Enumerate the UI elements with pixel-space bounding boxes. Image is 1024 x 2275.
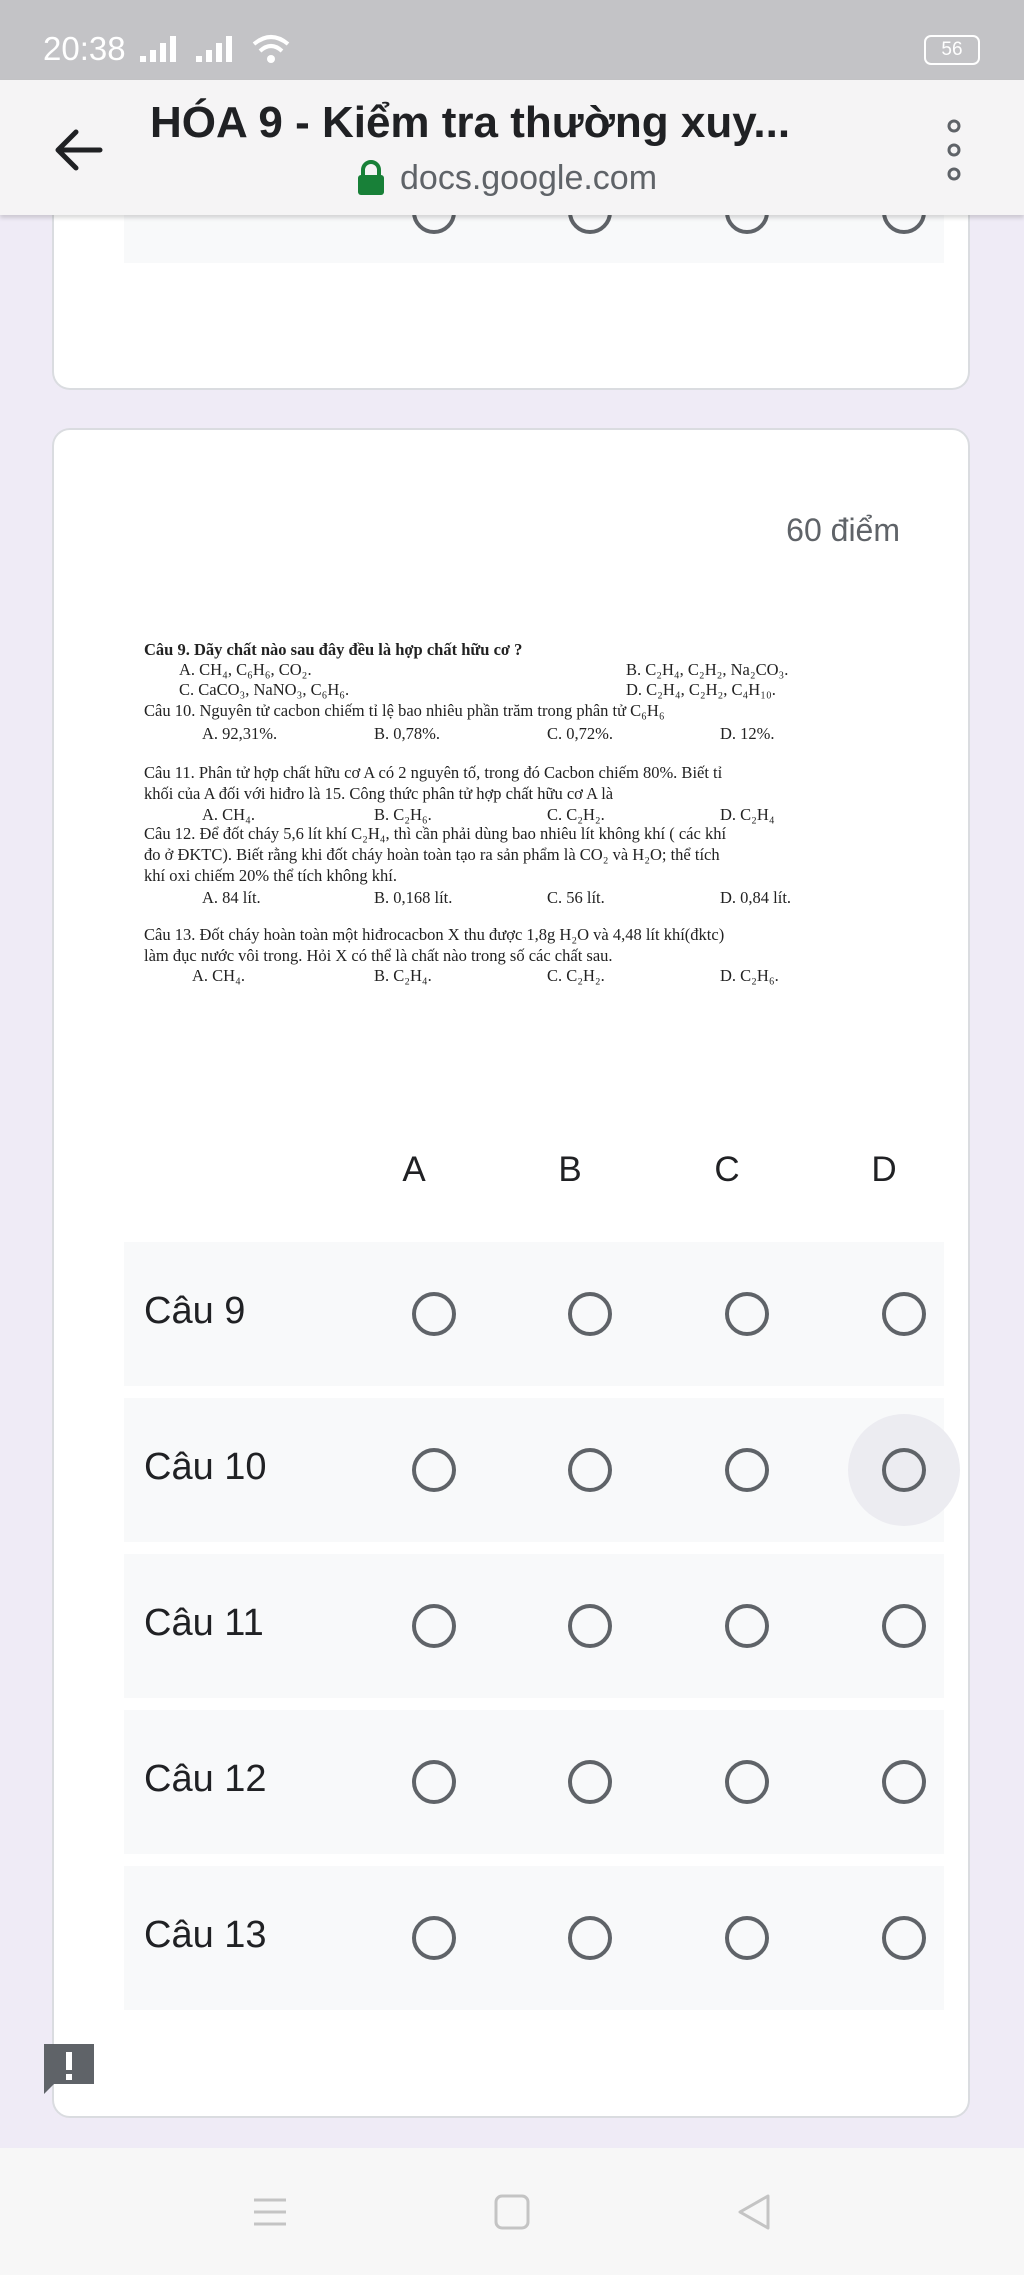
q10-option-c: C. 0,72%.: [547, 724, 613, 743]
question-image: [144, 640, 944, 1050]
wifi-icon: [252, 34, 290, 64]
row-label: Câu 9: [144, 1290, 246, 1332]
radio-cau-10-b[interactable]: [568, 1448, 612, 1492]
radio-cau-12-a[interactable]: [412, 1760, 456, 1804]
custom-tab-toolbar: [0, 80, 1024, 215]
q12-text-line2: đo ở ĐKTC). Biết rằng khi đốt cháy hoàn toàn tạo ra sản phẩm là CO₂ và H₂O; thể tích: [144, 845, 720, 864]
grid-row-cau-13: [124, 1866, 944, 2010]
q10-option-a: A. 92,31%.: [202, 724, 278, 743]
q13-text-line2: làm đục nước vôi trong. Hỏi X có thể là chất nào trong số các chất sau.: [144, 946, 613, 965]
q11-text-line2: khối của A đối với hiđro là 15. Công thức phân tử hợp chất hữu cơ A là: [144, 784, 614, 803]
q12-text-line1: Câu 12. Để đốt cháy 5,6 lít khí C₂H₄, thì cần phải dùng bao nhiêu lít không khí ( các khí: [144, 824, 727, 843]
grid-row-cau-12: [124, 1710, 944, 1854]
radio-cau-11-d[interactable]: [882, 1604, 926, 1648]
q13-option-c: C. C₂H₂.: [547, 966, 605, 985]
q13-text-line1: Câu 13. Đốt cháy hoàn toàn một hiđrocacbon X thu được 1,8g H₂O và 4,48 lít khí(đktc): [144, 925, 725, 944]
battery-indicator: 56: [924, 35, 980, 65]
radio-cau-11-b[interactable]: [568, 1604, 612, 1648]
q9-option-c: C. CaCO₃, NaNO₃, C₆H₆.: [179, 680, 350, 699]
q12-option-c: C. 56 lít.: [547, 888, 605, 907]
recent-apps-icon[interactable]: [248, 2190, 292, 2234]
page-title: HÓA 9 - Kiểm tra thường xuy...: [150, 98, 791, 147]
q11-option-a: A. CH₄.: [202, 805, 255, 824]
q9-option-a: A. CH₄, C₆H₆, CO₂.: [179, 660, 312, 679]
url-row: [356, 153, 657, 203]
radio-cau-12-b[interactable]: [568, 1760, 612, 1804]
signal-icon-2: [196, 34, 250, 62]
radio-cau-12-d[interactable]: [882, 1760, 926, 1804]
signal-icon: [140, 34, 194, 62]
lock-icon: [356, 160, 386, 196]
question-card: [52, 428, 970, 2118]
radio-cau-10-a[interactable]: [412, 1448, 456, 1492]
radio-cau-12-c[interactable]: [725, 1760, 769, 1804]
feedback-icon[interactable]: [40, 2040, 98, 2098]
grid-row-cau-11: [124, 1554, 944, 1698]
radio-cau-13-d[interactable]: [882, 1916, 926, 1960]
q11-option-d: D. C₂H₄: [720, 805, 775, 824]
more-vert-icon[interactable]: [942, 118, 966, 182]
radio-cau-9-c[interactable]: [725, 1292, 769, 1336]
row-label: Câu 11: [144, 1602, 264, 1644]
q9-option-b: B. C₂H₄, C₂H₂, Na₂CO₃.: [626, 660, 789, 679]
nav-back-icon[interactable]: [732, 2190, 776, 2234]
q11-text-line1: Câu 11. Phân tử hợp chất hữu cơ A có 2 nguyên tố, trong đó Cacbon chiếm 80%. Biết tỉ: [144, 763, 723, 782]
row-label: Câu 12: [144, 1758, 267, 1800]
radio-cau-11-c[interactable]: [725, 1604, 769, 1648]
radio-cau-10-c[interactable]: [725, 1448, 769, 1492]
q12-option-b: B. 0,168 lít.: [374, 888, 453, 907]
page-url: docs.google.com: [400, 158, 658, 197]
grid-row-cau-10: [124, 1398, 944, 1542]
q13-option-a: A. CH₄.: [192, 966, 245, 985]
q10-option-d: D. 12%.: [720, 724, 775, 743]
radio-cau-9-d[interactable]: [882, 1292, 926, 1336]
column-header-b: B: [558, 1150, 582, 1189]
q11-option-b: B. C₂H₆.: [374, 805, 432, 824]
q13-option-d: D. C₂H₆.: [720, 966, 779, 985]
radio-cau-9-a[interactable]: [412, 1292, 456, 1336]
row-label: Câu 10: [144, 1446, 267, 1488]
radio-cau-11-a[interactable]: [412, 1604, 456, 1648]
column-header-d: D: [871, 1150, 897, 1189]
column-header-a: A: [402, 1150, 426, 1189]
q10-text: Câu 10. Nguyên tử cacbon chiếm tỉ lệ bao nhiêu phần trăm trong phân tử C₆H₆: [144, 701, 665, 720]
radio-cau-13-b[interactable]: [568, 1916, 612, 1960]
grid-row-cau-9: [124, 1242, 944, 1386]
points-label: 60 điểm: [786, 512, 900, 548]
arrow-left-icon[interactable]: [50, 122, 106, 178]
column-header-c: C: [714, 1150, 740, 1189]
row-label: Câu 13: [144, 1914, 267, 1956]
system-nav-bar: [0, 2148, 1024, 2275]
status-time: 20:38: [43, 30, 126, 67]
q10-option-b: B. 0,78%.: [374, 724, 440, 743]
radio-cau-9-b[interactable]: [568, 1292, 612, 1336]
q13-option-b: B. C₂H₄.: [374, 966, 432, 985]
radio-cau-10-d[interactable]: [882, 1448, 926, 1492]
q12-text-line3: khí oxi chiếm 20% thể tích không khí.: [144, 866, 397, 885]
status-bar: [0, 0, 1024, 80]
q9-text: Câu 9. Dãy chất nào sau đây đều là hợp chất hữu cơ ?: [144, 640, 523, 659]
home-icon[interactable]: [490, 2190, 534, 2234]
radio-cau-13-c[interactable]: [725, 1916, 769, 1960]
radio-cau-13-a[interactable]: [412, 1916, 456, 1960]
previous-question-card: [52, 190, 970, 390]
q11-option-c: C. C₂H₂.: [547, 805, 605, 824]
q9-option-d: D. C₂H₄, C₂H₂, C₄H₁₀.: [626, 680, 776, 699]
q12-option-a: A. 84 lít.: [202, 888, 261, 907]
q12-option-d: D. 0,84 lít.: [720, 888, 792, 907]
